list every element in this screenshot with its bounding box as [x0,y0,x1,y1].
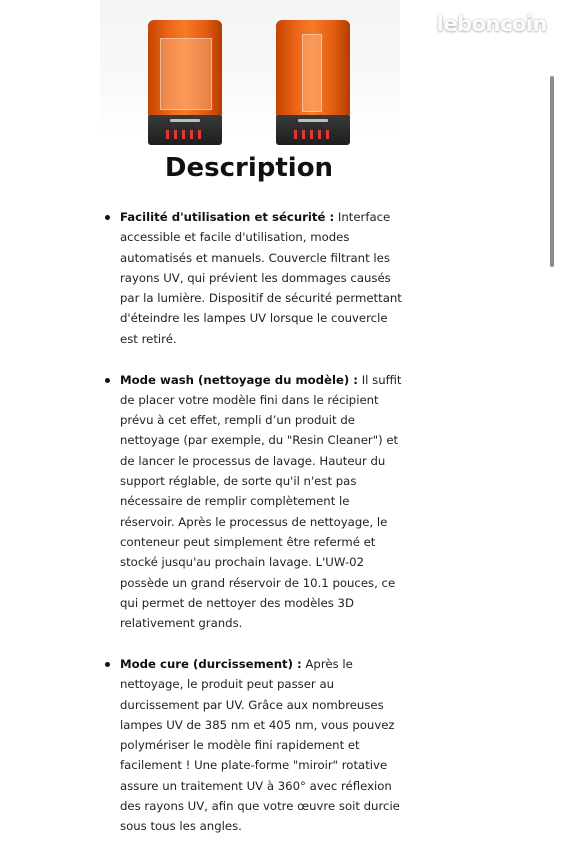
list-item [120,207,402,349]
feature-list [120,207,402,857]
feature-text: Interface accessible et facile d'utilisation, modes automatisés et manuels. Couvercle filtrant les rayons UV, qui prévient les dommages causés par la lumière. Dispositif de sécurité permettant d'éteindre les lampes UV lorsque le couvercle est retiré. [120,210,402,346]
bullet-icon [105,662,110,667]
list-item [120,654,402,837]
wash-cure-station-image [148,20,222,145]
scrollbar[interactable] [550,76,554,267]
feature-label: Mode wash (nettoyage du modèle) : [120,372,358,387]
product-images [100,0,400,134]
feature-text: Il suffit de placer votre modèle fini dans le récipient prévu à cet effet, rempli d’un produit de nettoyage (par exemple, du "Resin Cleaner") et de lancer le processus de lavage. Hauteur du support réglable, de sorte qu'il n'est pas nécessaire de remplir complètement le réservoir. Après le processus de nettoyage, le conteneur peut simplement être refermé et stocké jusqu'au prochain lavage. L'UW-02 possède un grand réservoir de 10.1 pouces, ce qui permet de nettoyer des modèles 3D relativement grands. [120,372,402,631]
list-item [120,370,402,634]
leboncoin-watermark: leboncoin [436,12,547,36]
bullet-icon [105,378,110,383]
feature-text: Après le nettoyage, le produit peut passer au durcissement par UV. Grâce aux nombreuses lampes UV de 385 nm et 405 nm, vous pouvez polymériser le modèle fini rapidement et facilement ! Une plate-forme "miroir" rotative assure un traitement UV à 360° avec réflexion des rayons UV, afin que votre œuvre soit durcie sous tous les angles. [120,656,400,834]
section-title: Description [164,153,334,183]
feature-label: Mode cure (durcissement) : [120,656,302,671]
feature-label: Facilité d'utilisation et sécurité : [120,210,335,224]
wash-cure-station-image [276,20,350,145]
bullet-icon [105,215,110,220]
